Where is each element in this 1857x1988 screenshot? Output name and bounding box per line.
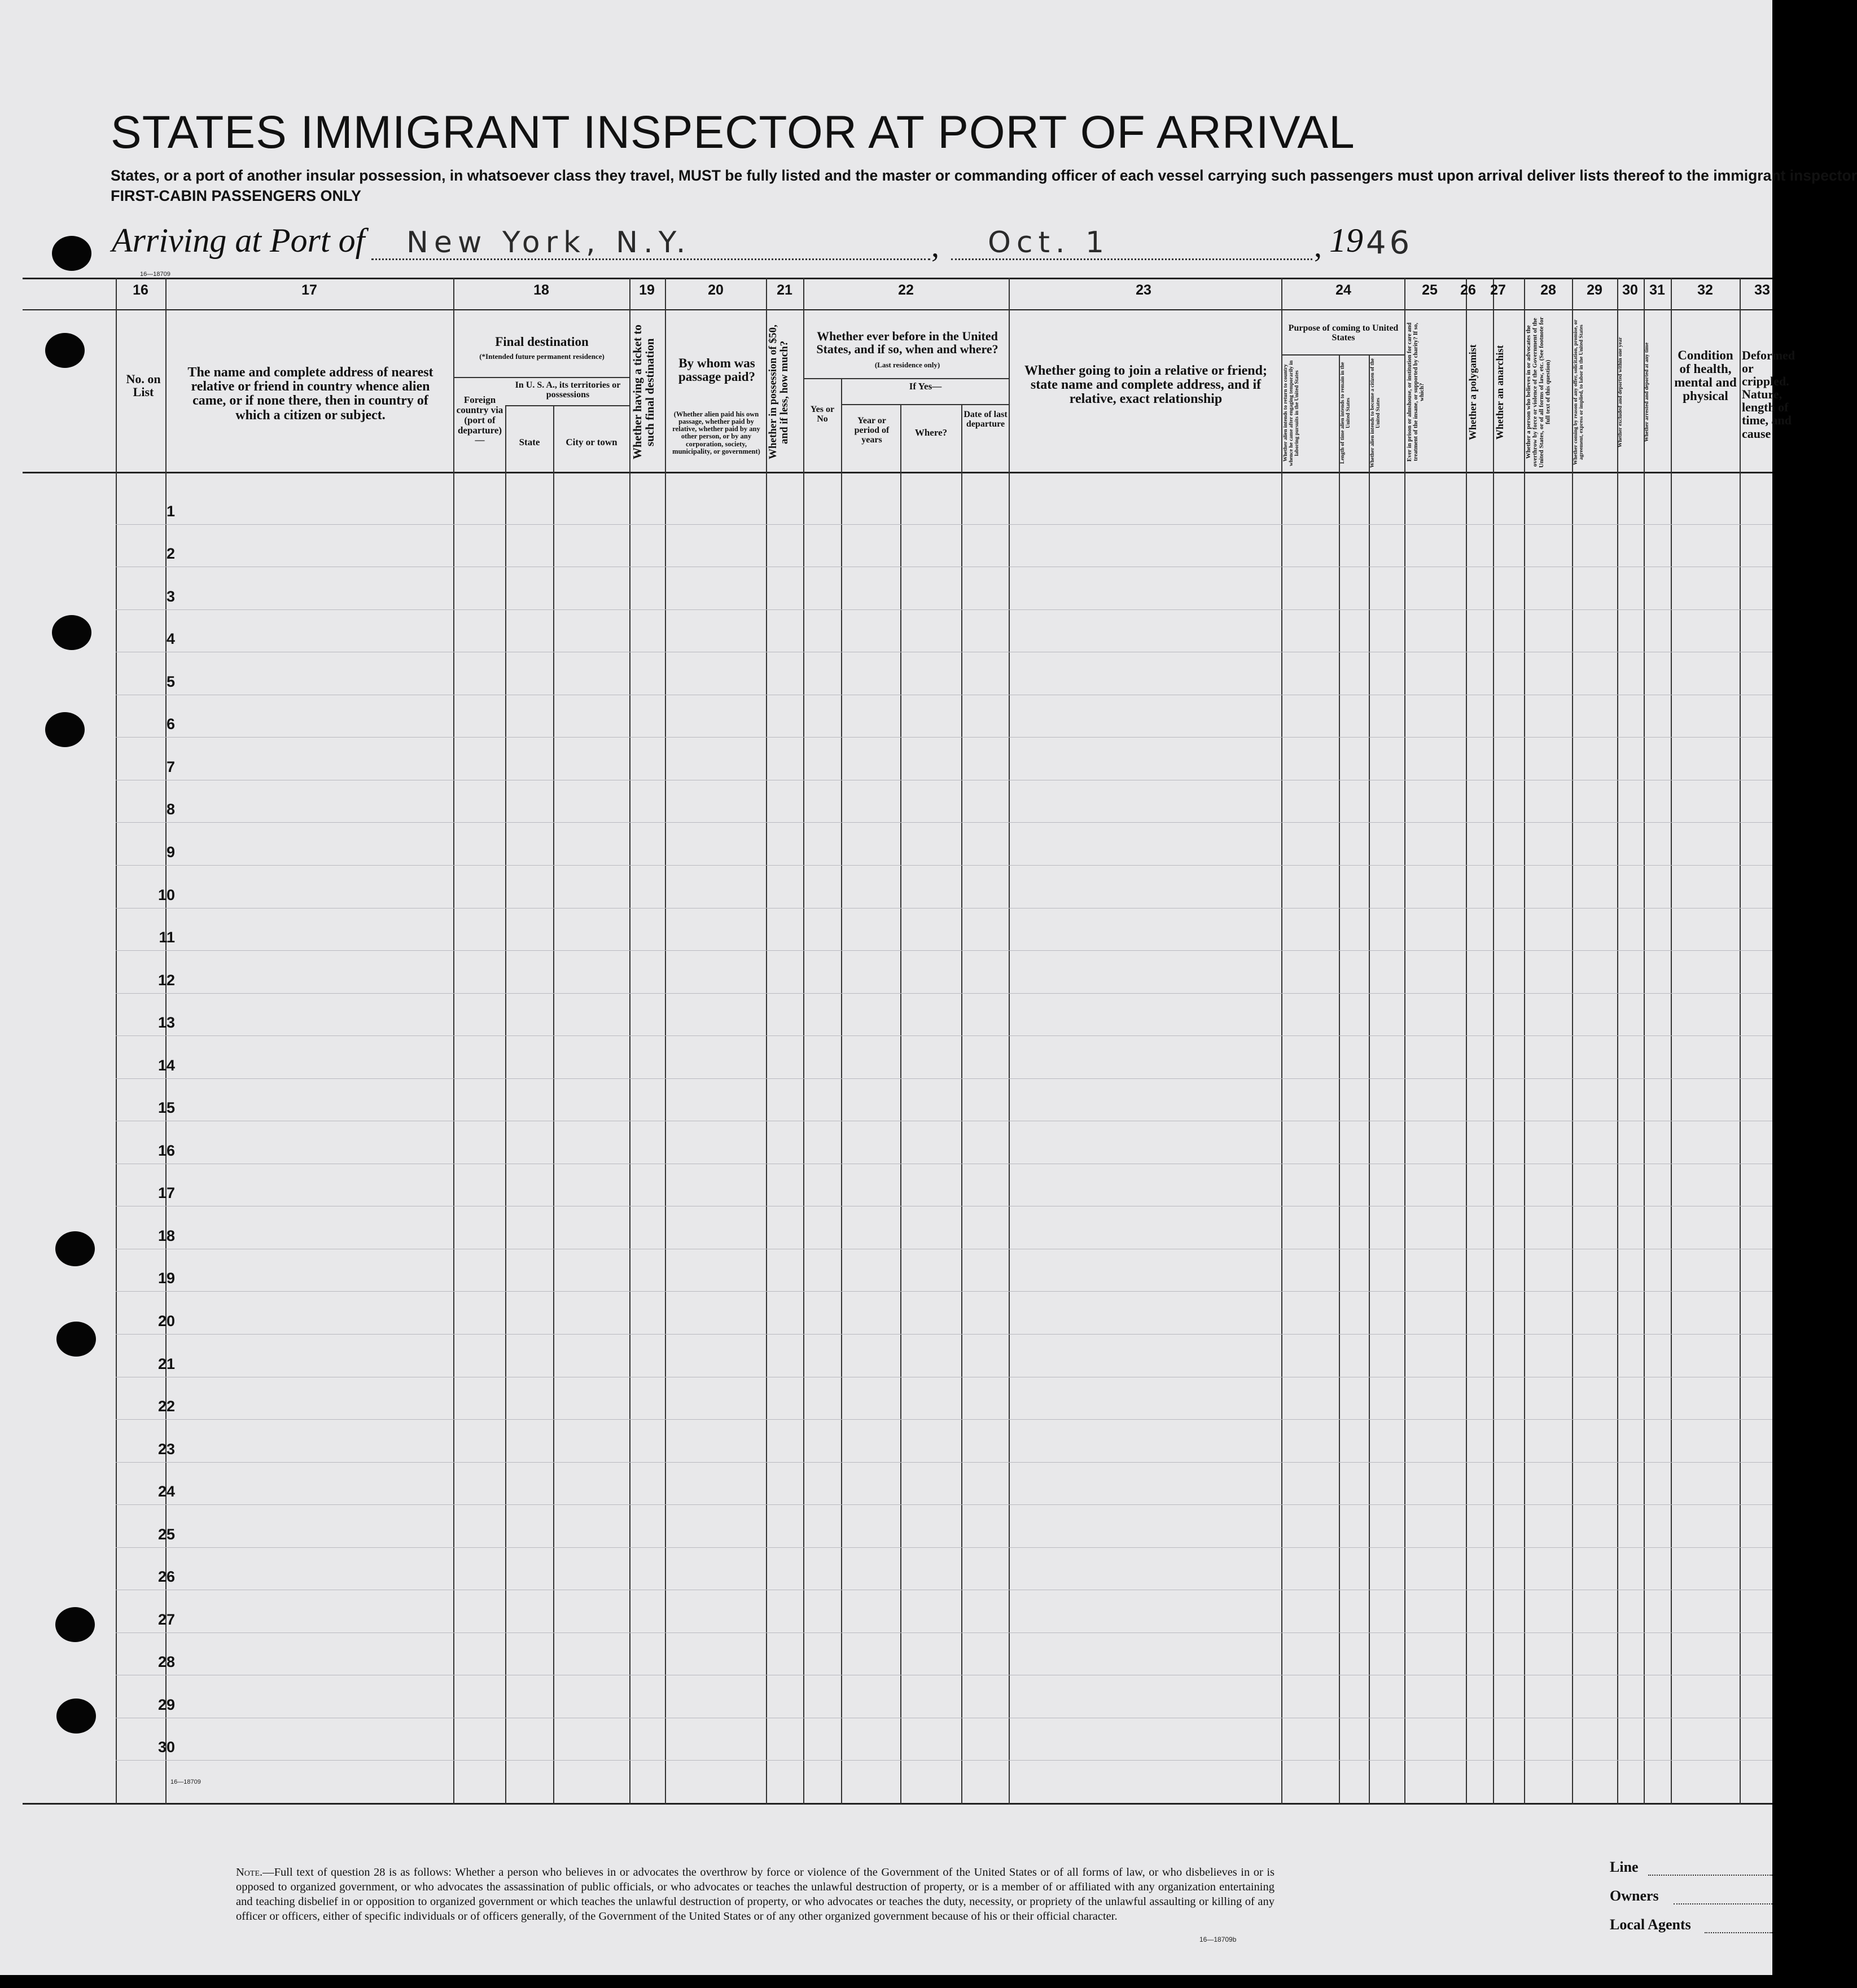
row-number: 23: [157, 1441, 175, 1458]
column-22-yesno: Yes or No: [810, 405, 835, 424]
row-number: 26: [157, 1568, 175, 1585]
column-24-length: Length of time alien intends to remain in the United States: [1340, 362, 1351, 464]
column-22-where: Where?: [914, 427, 948, 438]
column-20-heading: By whom was passage paid?: [678, 356, 756, 384]
row-number: 30: [157, 1739, 175, 1756]
row-rule: [116, 993, 1772, 994]
row-rule: [116, 822, 1772, 823]
row-number: 1: [166, 503, 175, 520]
column-number: 30: [1622, 282, 1638, 298]
column-22-ifyes: If Yes—: [909, 381, 942, 392]
binder-hole: [45, 712, 85, 747]
column-number: 23: [1136, 282, 1151, 298]
column-33-heading: Deformed or crippled. Nature, length of time, and cause: [1742, 348, 1795, 441]
row-number: 21: [157, 1355, 175, 1372]
port-handwritten: New York, N.Y.: [406, 226, 691, 260]
column-18-state: State: [519, 437, 540, 447]
column-26-heading: Whether a polygamist: [1467, 344, 1478, 440]
column-24-heading: Purpose of coming to United States: [1288, 323, 1399, 343]
column-number: 26: [1460, 282, 1476, 298]
binder-hole: [52, 615, 91, 650]
row-number: 20: [157, 1313, 175, 1329]
row-number: 7: [166, 758, 175, 775]
column-number: 28: [1540, 282, 1556, 298]
column-30-heading: Whether excluded and deported within one year: [1618, 337, 1623, 447]
row-number: 27: [157, 1611, 175, 1628]
row-rule: [116, 1632, 1772, 1633]
owners-label: Owners: [1610, 1888, 1659, 1904]
row-number: 14: [157, 1057, 175, 1074]
year-printed: 19: [1329, 222, 1363, 259]
form-number: 16—18709: [140, 271, 170, 278]
row-number: 29: [157, 1696, 175, 1713]
row-number: 2: [166, 545, 175, 562]
column-32-heading: Condition of health, mental and physical: [1674, 348, 1737, 403]
row-rule: [116, 950, 1772, 951]
note-text: —Full text of question 28 is as follows: Whether a person who believes in or advocates the overthrow by force or violence of the Government of the United States or of all forms of law, or who disbelieves in or is opposed to organized government, or who advocates the assassination of public officials, or who advocates or teaches the unlawful destruction of property, or is a member of or affiliated with any organization entertaining and teaching disbelief in or opposition to organized government or which teaches the unlawful destruction of property, or who advocates or teaches the duty, necessity, or propriety of the unlawful assaulting or killing of any officer or officers, either of specific individuals or of officers generally, of the Government of the United States or of any other organized government because of his or their official character.: [236, 1866, 1275, 1923]
binder-hole: [45, 333, 85, 368]
row-number: 6: [166, 716, 175, 732]
row-rule: [116, 1334, 1772, 1335]
row-number: 12: [157, 972, 175, 989]
row-rule: [116, 609, 1772, 610]
column-24-citizen: Whether alien intends to become a citizen of the United States: [1370, 358, 1381, 468]
row-number: 16: [157, 1142, 175, 1159]
column-22-date: Date of last departure: [963, 410, 1008, 429]
row-number: 3: [166, 588, 175, 605]
column-number: 21: [777, 282, 792, 298]
column-number: 32: [1697, 282, 1713, 298]
row-rule: [116, 1419, 1772, 1420]
instructions-line: States, or a port of another insular possession, in whatsoever class they travel, MUST be fully listed and the master or commanding officer of each vessel carrying such passengers must upon arrival deliver lists thereof to the immigrant inspector: [111, 167, 1857, 184]
column-19-heading: Whether having a ticket to such final destination: [630, 324, 657, 460]
year-handwritten: 46: [1366, 225, 1413, 261]
column-16-heading: No. on List: [126, 372, 161, 400]
column-number: 16: [133, 282, 148, 298]
row-rule: [116, 1462, 1772, 1463]
column-number: 18: [533, 282, 549, 298]
column-number: 20: [708, 282, 724, 298]
column-20-note: (Whether alien paid his own passage, whether paid by relative, whether paid by any other person, or by any corporation, society, municipality, or government): [672, 410, 760, 455]
passenger-class-line: FIRST-CABIN PASSENGERS ONLY: [111, 187, 362, 204]
column-22-year: Year or period of years: [854, 416, 890, 445]
column-number: 17: [301, 282, 317, 298]
row-number: 18: [157, 1227, 175, 1244]
row-number: 4: [166, 630, 175, 647]
line-label: Line: [1610, 1859, 1639, 1875]
row-number: 28: [157, 1653, 175, 1670]
column-22-note: (Last residence only): [874, 361, 940, 369]
row-rule: [116, 1547, 1772, 1548]
column-17-heading: The name and complete address of nearest relative or friend in country whence alien came, or if none there, then in country of which a citizen or subject.: [187, 365, 433, 423]
row-number: 19: [157, 1270, 175, 1287]
column-number: 25: [1422, 282, 1438, 298]
row-number: 24: [157, 1483, 175, 1500]
column-18-note: (*Intended future permanent residence): [479, 352, 605, 361]
row-rule: [116, 737, 1772, 738]
column-24-return: Whether alien intends to return to country whence he came after engaging temporarily in laboring pursuits in the United States: [1283, 360, 1300, 466]
column-number: 33: [1754, 282, 1770, 298]
row-number: 8: [166, 801, 175, 818]
date-handwritten: Oct. 1: [988, 226, 1110, 260]
form-title: STATES IMMIGRANT INSPECTOR AT PORT OF ARRIVAL: [111, 107, 1355, 158]
row-number: 22: [157, 1398, 175, 1415]
row-rule: [116, 908, 1772, 909]
column-18-foreign: Foreign country via (port of departure)—: [456, 394, 503, 446]
column-27-heading: Whether an anarchist: [1494, 345, 1505, 440]
column-number: 29: [1587, 282, 1602, 298]
column-number: 24: [1335, 282, 1351, 298]
column-number: 19: [639, 282, 655, 298]
row-rule: [116, 1291, 1772, 1292]
row-number: 10: [157, 887, 175, 903]
column-18-heading: Final destination: [495, 335, 589, 349]
column-29-heading: Whether coming by reason of any offer, solicitation, promise, or agreement, express or implied, to labor in the United States: [1573, 319, 1584, 465]
column-18-usa: In U. S. A., its territories or possessions: [515, 380, 621, 400]
column-number: 31: [1649, 282, 1665, 298]
row-number: 9: [166, 844, 175, 861]
row-rule: [116, 1504, 1772, 1505]
column-28-heading: Whether a person who believes in or advocates the overthrow by force or violence of the Government of the United States, or of all forms of law, etc. (See footnote for full text of this question): [1525, 317, 1552, 468]
column-31-heading: Whether arrested and deported at any time: [1644, 343, 1650, 442]
row-number: 13: [157, 1014, 175, 1031]
row-number: 11: [159, 929, 175, 946]
binder-hole: [56, 1699, 96, 1734]
column-number: 27: [1490, 282, 1506, 298]
bottom-form-number: 16—18709: [170, 1779, 201, 1785]
row-rule: [116, 524, 1772, 525]
local-agents-label: Local Agents: [1610, 1916, 1691, 1933]
column-22-heading: Whether ever before in the United States, and if so, when and where?: [816, 329, 998, 357]
binder-hole: [56, 1322, 96, 1357]
question-28-note: [236, 1865, 1275, 1924]
row-number: 17: [157, 1184, 175, 1201]
row-number: 5: [166, 673, 175, 690]
row-rule: [116, 1078, 1772, 1079]
column-21-heading: Whether in possession of $50, and if less, how much?: [767, 324, 790, 460]
form-sheet: STATES IMMIGRANT INSPECTOR AT PORT OF ARRIVAL States, or a port of another insular possession, in whatsoever class they travel, MUST be fully listed and the master or commanding officer of each vessel carrying such passengers must upon arrival deliver lists thereof to the immigrant inspector FIRST-CABIN PASSENGERS ONLY Arriving at Port of New York, N.Y. , Oct. 1 , 19 46 16—18709 16 17 18 19 20 21 22 23 24 25 26 27 28 29 30 31 32 33 No. on List The name and complete address of nearest relative or friend in country whence alien came, or if none there, then in country of which a citizen or subject. Final destination (*Intended future permanent residence) Foreign country via (port of departure)— In U. S. A., its territories or possessions State City or town Whether having a ticket to such final destination By whom was passage paid? (Whether alien paid his own passage, whether paid by relative, whether paid by any other person, or by any corporation, society, municipality, or government) Whether in possession of $50, and if less, how much? Whether ever before in the United States, and if so, when and where? (Last residence only) Yes or No If Yes— Year or period of years Where? Date of last departure Whether going to join a relative or friend; state name and complete address, and if relative, exact relationship Purpose of coming to United States Whether alien intends to return to country whence he came after engaging temporarily in laboring pursuits in the United States Length of time alien intends to remain in the United States Whether alien intends to become a citizen of the United States Ever in prison or almshouse, or institution for care and treatment of the insane, or supported by charity? If so, which? Whether a polygamist Whether an anarchist Whether a person who believes in or advocates the overthrow by force or violence of the Government of the United States, or of all forms of law, etc. (See footnote for full text of this question) Whether coming by reason of any offer, solicitation, promise, or agreement, express or implied, to labor in the United States Whether excluded and deported within one year Whether arrested and deported at any time Condition of health, mental and physical Deformed or crippled. Nature, length of time, and cause 1 2 3 4 5 6 7 8 9 10 11 12 13 14 15 16 17 18 19 20 21 22 23 24 25 26 27 28 29 30 16—18709 Note.—Full text of question 28 is as follows: Whether a person who believes in or advocates the overthrow by force or violence of the Government of the United States or of all forms of law, or who disbelieves in or is opposed to organized government, or who advocates the assassination of public officials, or who advocates or teaches the unlawful destruction of property, or is a member of or affiliated with any organization entertaining and teaching disbelief in or opposition to organized government or which teaches the unlawful destruction of property, or who advocates or teaches the duty, necessity, or propriety of the unlawful assaulting or killing of any officer or officers, either of specific individuals or of officers generally, of the Government of the United States or of any other organized government because of his or their official character. 16—18709b Line Owners Local Agents: [0, 0, 1772, 1975]
column-25-heading: Ever in prison or almshouse, or institution for care and treatment of the insane, or supported by charity? If so, which?: [1407, 322, 1426, 462]
binder-hole: [52, 236, 91, 271]
column-number: 22: [898, 282, 914, 298]
row-rule: [116, 865, 1772, 866]
column-23-heading: Whether going to join a relative or friend; state name and complete address, and if relative, exact relationship: [1024, 363, 1267, 407]
row-number: 15: [157, 1099, 175, 1116]
note-lead: Note.: [236, 1866, 263, 1879]
binder-hole: [55, 1231, 95, 1266]
note-form-number: 16—18709b: [1199, 1936, 1237, 1943]
arriving-label: Arriving at Port of: [112, 222, 365, 259]
row-rule: [116, 1760, 1772, 1761]
column-18-city: City or town: [566, 437, 617, 447]
row-rule: [116, 1035, 1772, 1036]
binder-hole: [55, 1607, 95, 1642]
row-number: 25: [157, 1526, 175, 1543]
